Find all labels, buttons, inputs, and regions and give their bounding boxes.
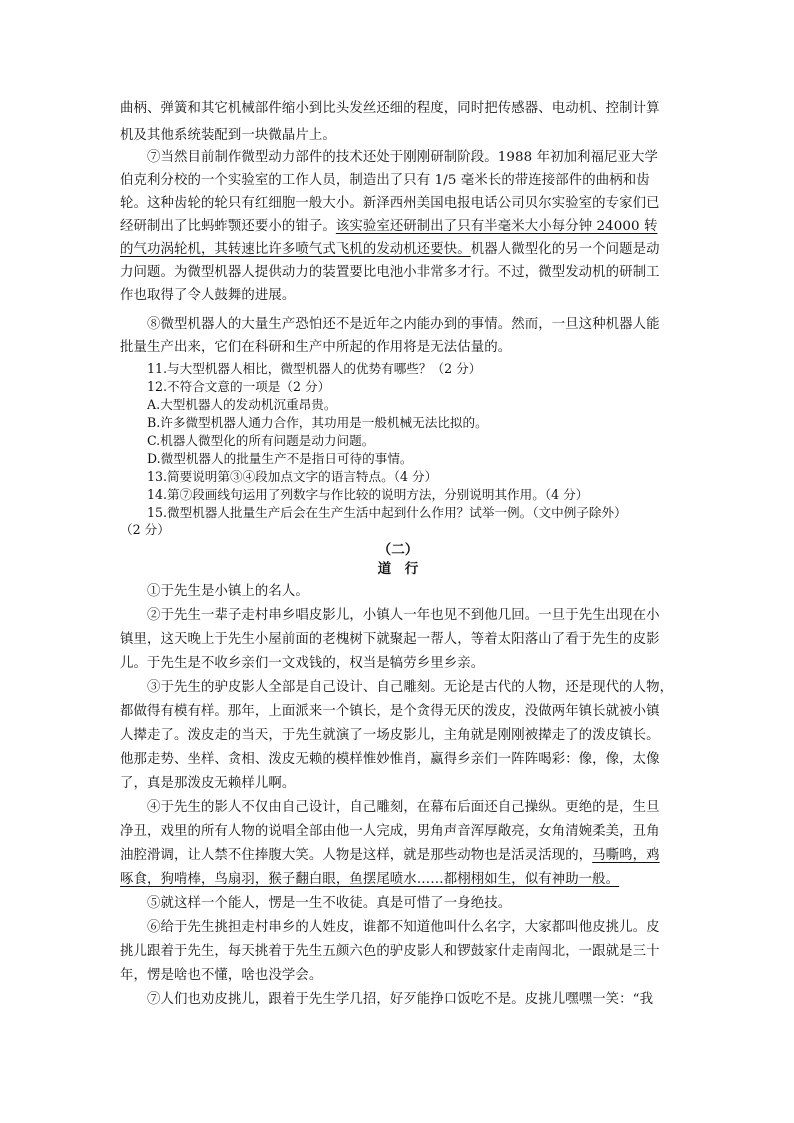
story-paragraph-5: ⑤就这样一个能人，愣是一生不收徒。真是可惜了一身绝技。 [147,896,512,911]
question-14: 14.第⑦段画线句运用了列数字与作比较的说明方法，分别说明其作用。（4 分） [147,487,589,502]
story-paragraph-1: ①于先生是小镇上的名人。 [147,584,309,599]
question-11: 11.与大型机器人相比，微型机器人的优势有哪些？（2 分） [147,361,482,376]
story-paragraph-6-line: 挑儿跟着于先生，每天挑着于先生五颜六色的驴皮影人和锣鼓家什走南闯北，一跟就是三十 [120,944,660,959]
question-15: 15.微型机器人批量生产后会在生产生活中起到什么作用？试举一例。（文中例子除外） [147,505,627,520]
question-12: 12.不符合文意的一项是（2 分） [147,379,331,394]
story-paragraph-2-line: 镇里，这天晚上于先生小屋前面的老槐树下就聚起一帮人，等着太阳落山了看于先生的皮影 [120,632,660,647]
story-paragraph-7: ⑦人们也劝皮挑儿，跟着于先生学几招，好歹能挣口饭吃不是。皮挑儿嘿嘿一笑：“我 [147,992,654,1007]
story-paragraph-3-line: ③于先生的驴皮影人全部是自己设计、自己雕刻。无论是古代的人物，还是现代的人物， [147,680,674,695]
story-paragraph-4-line [120,871,676,889]
underlined-sentence: 啄食，狗啃棒，鸟扇羽，猴子翻白眼，鱼摆尾喷水……都栩栩如生，似有神助一般。 [120,872,620,887]
story-paragraph-3-line: 人撵走了。泼皮走的当天，于先生就演了一场皮影儿，主角就是刚刚被撵走了的泼皮镇长。 [120,728,660,743]
paragraph-7-line [120,218,676,236]
option-b: B.许多微型机器人通力合作，其功用是一般机械无法比拟的。 [147,415,488,430]
story-paragraph-2-line: ②于先生一辈子走村串乡唱皮影儿，小镇人一年也见不到他几回。一旦于先生出现在小 [147,608,660,623]
paragraph-7-line: 作也取得了令人鼓舞的进展。 [120,288,296,303]
story-paragraph-4-line: 净丑，戏里的所有人物的说唱全部由他一人完成，男角声音浑厚敞亮，女角清婉柔美，丑角 [120,824,660,839]
paragraph-8-line: ⑧微型机器人的大量生产恐怕还不是近年之内能办到的事情。然而，一旦这种机器人能 [147,317,660,332]
underlined-sentence: 马嘶鸣，鸡 [592,848,660,863]
section-heading: （二） [377,542,419,558]
story-paragraph-3-line: 他那走势、坐样、贪相、泼皮无赖的模样惟妙惟肖，赢得乡亲们一阵阵喝彩：像，像，太像 [120,752,660,767]
underlined-sentence: 的气功涡轮机，其转速比许多喷气式飞机的发动机还要快。 [120,242,471,257]
paragraph-7-line: ⑦当然目前制作微型动力部件的技术还处于刚刚研制阶段。1988 年初加利福尼亚大学 [147,150,659,165]
text-segment: 经研制出了比蚂蚱颚还要小的钳子。 [120,219,336,234]
text-segment: 油腔滑调，让人禁不住捧腹大笑。人物是这样，就是那些动物也是活灵活现的， [120,848,593,863]
story-paragraph-3-line: 了，真是那泼皮无赖样儿啊。 [120,776,296,791]
story-paragraph-4-line [120,847,676,865]
story-paragraph-6-line: 年，愣是啥也不懂，啥也没学会。 [120,968,323,983]
option-a: A.大型机器人的发动机沉重昂贵。 [147,397,337,412]
underlined-sentence: 该实验室还研制出了只有半毫米大小每分钟 24000 转 [335,219,658,234]
paragraph-continuation: 曲柄、弹簧和其它机械部件缩小到比头发丝还细的程度，同时把传感器、电动机、控制计算 [120,101,660,116]
paragraph-7-line: 轮。这种齿轮的轮只有红细胞一般大小。新泽西州美国电报电话公司贝尔实验室的专家们已 [120,196,660,211]
text-segment: 机器人微型化的另一个问题是动 [470,242,660,257]
option-c: C.机器人微型化的所有问题是动力问题。 [147,433,375,448]
paragraph-7-line [120,241,676,259]
story-paragraph-4-line: ④于先生的影人不仅由自己设计，自己雕刻，在幕布后面还自己操纵。更绝的是，生旦 [147,800,660,815]
option-d: D.微型机器人的批量生产不是指日可待的事情。 [147,451,413,466]
paragraph-7-line: 力问题。为微型机器人提供动力的装置要比电池小非常多才行。不过，微型发动机的研制工 [120,265,660,280]
question-13: 13.简要说明第③④段加点文字的语言特点。（4 分） [147,469,438,484]
question-15-score: （2 分） [120,522,170,537]
paragraph-7-line: 伯克利分校的一个实验室的工作人员，制造出了只有 1/5 毫米长的带连接部件的曲柄和齿 [120,173,650,188]
paragraph-continuation: 机及其他系统装配到一块微晶片上。 [120,128,336,143]
story-paragraph-3-line: 都做得有模有样。那年，上面派来一个镇长，是个贪得无厌的泼皮，没做两年镇长就被小镇 [120,704,660,719]
paragraph-8-line: 批量生产出来，它们在科研和生产中所起的作用将是无法估量的。 [120,340,512,355]
story-paragraph-2-line: 儿。于先生是不收乡亲们一文戏钱的，权当是犒劳乡里乡亲。 [120,656,485,671]
story-paragraph-6-line: ⑥给于先生挑担走村串乡的人姓皮，谁都不知道他叫什么名字，大家都叫他皮挑儿。皮 [147,920,660,935]
story-title: 道 行 [377,561,419,577]
